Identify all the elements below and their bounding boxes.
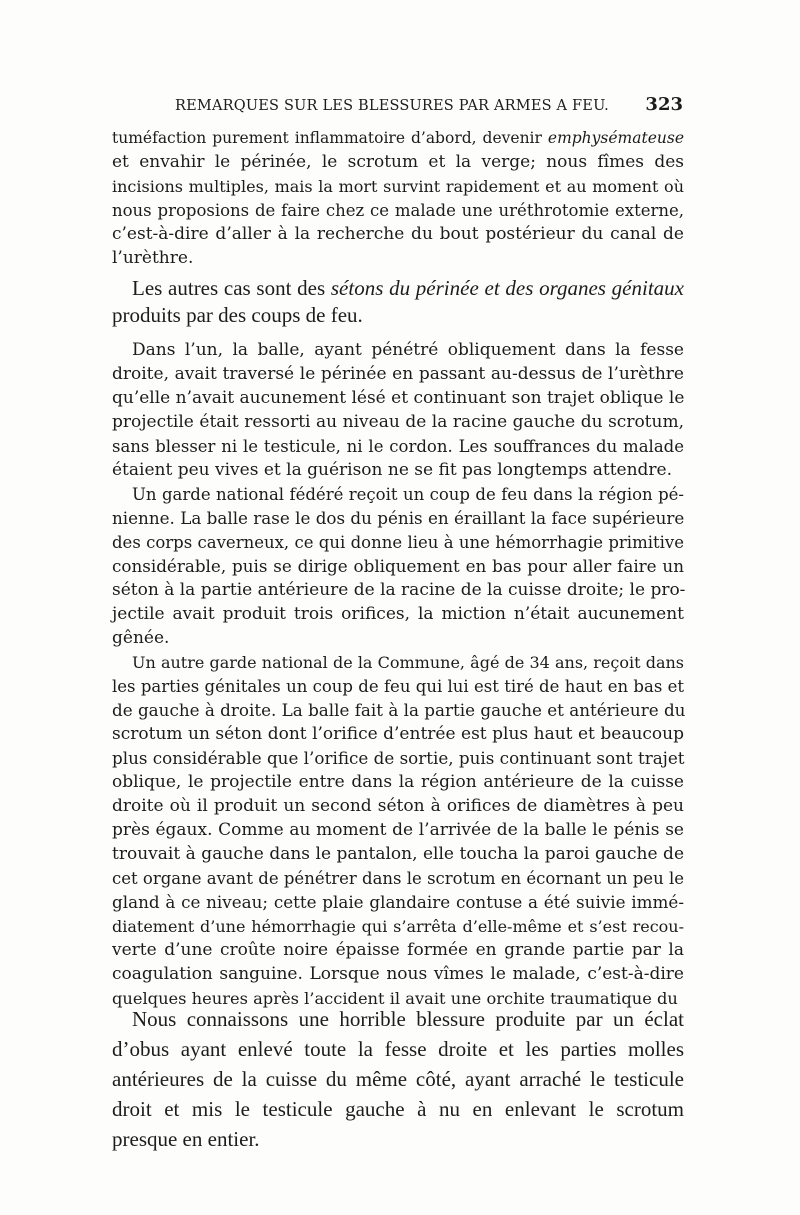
text-line: Un autre garde national de la Commune, âgé de 34 ans, reçoit dans xyxy=(132,653,684,672)
text-line: projectile était ressorti au niveau de la racine gauche du scrotum, xyxy=(112,412,684,432)
text-line: droit et mis le testicule gauche à nu en enlevant le scrotum xyxy=(112,1097,684,1121)
text-line: c’est-à-dire d’aller à la recherche du bout postérieur du canal de xyxy=(112,224,684,244)
text-line: Un garde national fédéré reçoit un coup de feu dans la région pé- xyxy=(132,485,684,504)
text-line: quelques heures après l’accident il avait une orchite traumatique du xyxy=(112,989,678,1008)
text-line: d’obus ayant enlevé toute la fesse droite et les parties molles xyxy=(112,1037,684,1061)
text-line: droite, avait traversé le périnée en passant au-dessus de l’urèthre xyxy=(112,364,684,384)
text-line: diatement d’une hémorrhagie qui s’arrêta d’elle-même et s’est recou- xyxy=(112,917,684,936)
text-line: l’urèthre. xyxy=(112,248,194,268)
text-line: produits par des coups de feu. xyxy=(112,303,363,327)
running-header xyxy=(175,94,683,120)
emphasis-text: sétons du périnée et des organes génitaux xyxy=(330,276,684,300)
text-line: nous proposions de faire chez ce malade une uréthrotomie externe, xyxy=(112,201,684,220)
text-line: verte d’une croûte noire épaisse formée en grande partie par la xyxy=(112,940,684,960)
text-line: jectile avait produit trois orifices, la miction n’était aucunement xyxy=(112,604,684,624)
text-line: considérable, puis se dirige obliquement en bas pour aller faire un xyxy=(112,556,684,576)
text-line: étaient peu vives et la guérison ne se fit pas longtemps attendre. xyxy=(112,460,673,480)
text-line: de gauche à droite. La balle fait à la partie gauche et antérieure du xyxy=(112,700,686,720)
text-line: séton à la partie antérieure de la racine de la cuisse droite; le pro- xyxy=(112,580,686,600)
text-line: Dans l’un, la balle, ayant pénétré obliquement dans la fesse xyxy=(132,340,684,360)
text-line: tuméfaction purement inflammatoire d’abord, devenir emphysémateuse xyxy=(112,129,684,147)
text-line: près égaux. Comme au moment de l’arrivée de la balle le pénis se xyxy=(112,820,684,840)
emphasis-text: emphysémateuse xyxy=(547,129,684,147)
running-title: REMARQUES SUR LES BLESSURES PAR ARMES A FEU. xyxy=(175,98,609,114)
text-line: antérieures de la cuisse du même côté, ayant arraché le testicule xyxy=(112,1067,684,1091)
page-number: 323 xyxy=(645,94,683,115)
text-line: incisions multiples, mais la mort survint rapidement et au moment où xyxy=(112,177,684,196)
text-line: presque en entier. xyxy=(112,1127,260,1151)
text-line: Nous connaissons une horrible blessure produite par un éclat xyxy=(132,1007,684,1031)
text-line: gland à ce niveau; cette plaie glandaire contuse a été suivie immé- xyxy=(112,892,684,912)
text-line: plus considérable que l’orifice de sortie, puis continuant sont trajet xyxy=(112,748,685,768)
text-line: scrotum un séton dont l’orifice d’entrée est plus haut et beaucoup xyxy=(112,724,684,744)
text-line: des corps caverneux, ce qui donne lieu à une hémorrhagie primitive xyxy=(112,533,684,552)
text-line: nienne. La balle rase le dos du pénis en éraillant la face supérieure xyxy=(112,508,685,528)
text-line: droite où il produit un second séton à orifices de diamètres à peu xyxy=(112,796,684,816)
text-line: et envahir le périnée, le scrotum et la verge; nous fîmes des xyxy=(112,152,684,172)
text-line: sans blesser ni le testicule, ni le cordon. Les souffrances du malade xyxy=(112,437,684,456)
text-line: coagulation sanguine. Lorsque nous vîmes le malade, c’est-à-dire xyxy=(112,964,684,984)
text-line: Les autres cas sont des sétons du périnée et des organes génitaux xyxy=(132,276,684,300)
text-line: trouvait à gauche dans le pantalon, elle toucha la paroi gauche de xyxy=(112,844,684,864)
text-line: oblique, le projectile entre dans la région antérieure de la cuisse xyxy=(112,772,684,792)
text-line: cet organe avant de pénétrer dans le scrotum en écornant un peu le xyxy=(112,869,684,888)
text-line: les parties génitales un coup de feu qui lui est tiré de haut en bas et xyxy=(112,677,684,696)
text-line: qu’elle n’avait aucunement lésé et continuant son trajet oblique le xyxy=(112,388,685,408)
text-line: gênée. xyxy=(112,628,170,648)
